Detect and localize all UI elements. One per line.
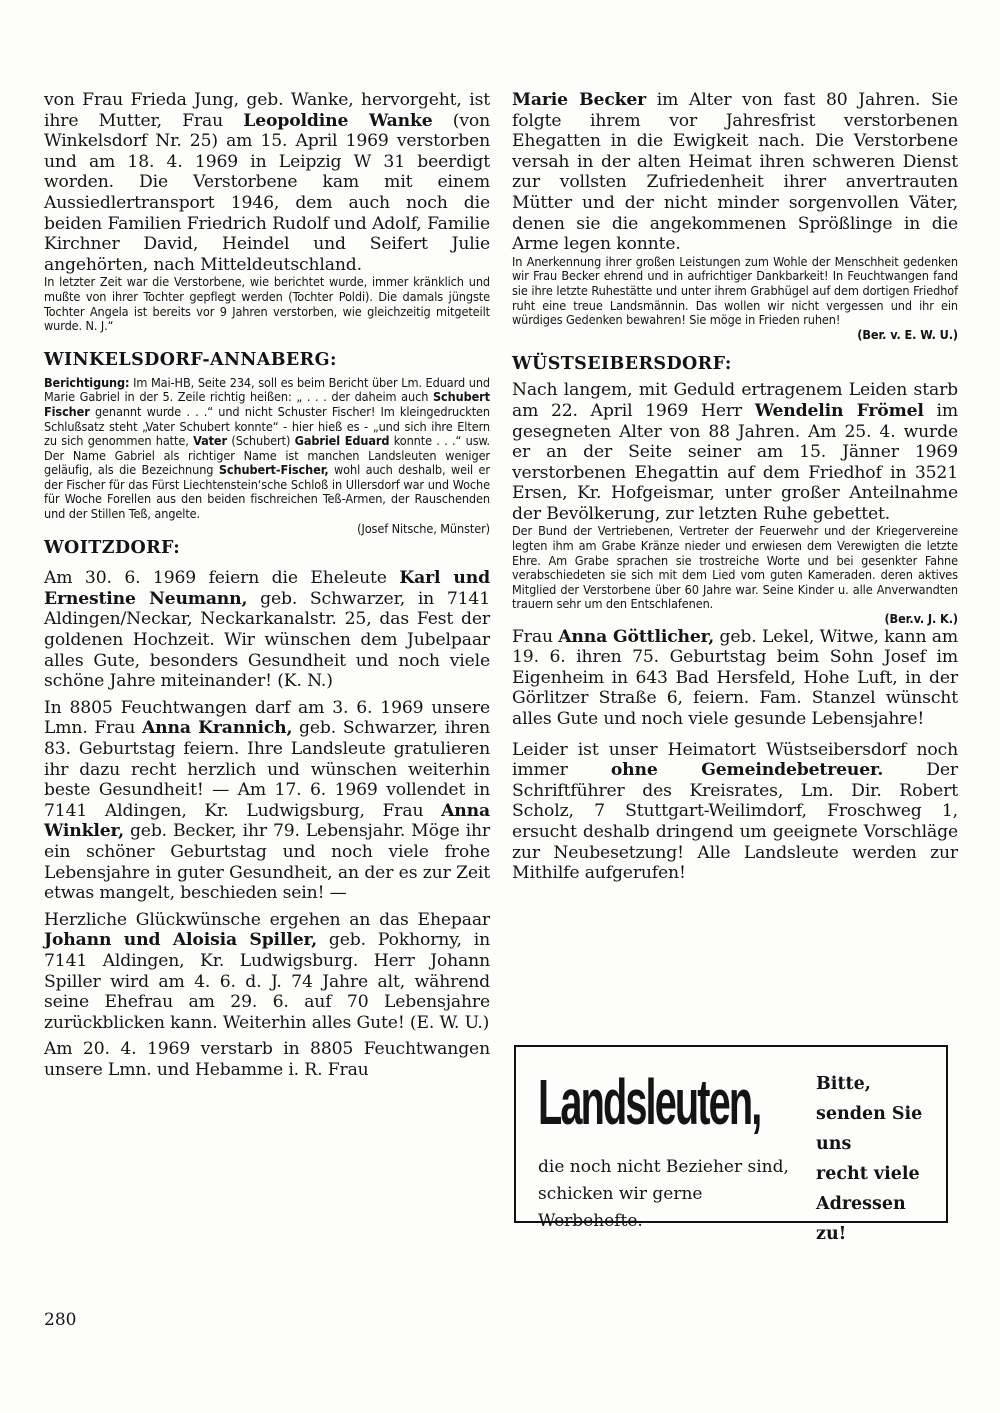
obituary-froemel-note <box>512 524 958 626</box>
person-name: Leopoldine Wanke <box>243 110 433 131</box>
person-name: Wendelin Frömel <box>754 400 924 421</box>
person-name: Karl und Ernestine Neumann, <box>44 568 490 609</box>
person-name: Johann und Aloisia Spiller, <box>44 930 317 951</box>
text: Im Mai-HB, Seite 234, soll es beim Bericht über Lm. Eduard und Marie Gabriel in der 5. Zeile richtig heißen: „ . . . der daheim auch <box>44 374 490 405</box>
text: von Frau Frieda Jung, geb. Wanke, hervorgeht, ist ihre Mutter, Frau <box>44 90 490 131</box>
author-signature: (Josef Nitsche, Münster) <box>357 520 490 536</box>
text: genannt wurde . . .“ und nicht Schuster Fischer! Im kleingedruckten Schlußsatz steht „Vater Schubert konnte“ - hier hieß es - „und sich ihre Eltern zu sich genommen hatte, <box>44 403 490 449</box>
person-name: Anna Göttlicher, <box>558 626 715 647</box>
section-heading-woitzdorf: WOITZDORF: <box>44 538 181 559</box>
advert-request-line: Bitte, <box>816 1074 871 1094</box>
text: In Anerkennung ihrer großen Leistungen zum Wohle der Menschheit gedenken wir Frau Becker ehrend und in aufrichtiger Dankbarkeit! In Feuchtwangen fand sie ihre letzte Ruhestätte und unter ihrem Grabhügel auf dem dortigen Friedhof ruht eine treue Landsmännin. Das wollen wir nicht vergessen und ihr ein würdiges Gedenken bewahren! Sie möge in Frieden ruhen! <box>512 253 958 328</box>
obituary-wanke-note: In letzter Zeit war die Verstorbene, wie berichtet wurde, immer kränklich und mußte von ihrer Tochter gepflegt werden (Tochter Poldi). Die damals jüngste Tochter Angela ist bereits vor 9 Jahren verstorben, wie gleichzeitig mitgeteilt wurde. N. J.“ <box>44 274 490 334</box>
text: konnte . . .“ usw. Der Name Gabriel als richtiger Name ist manchen Landsleuten weniger geläufig, als die Bezeichnung <box>44 433 491 478</box>
section-heading-winkelsdorf: WINKELSDORF-ANNABERG: <box>44 349 337 370</box>
obituary-wanke-paragraph <box>44 90 490 275</box>
text: Der Bund der Vertriebenen, Vertreter der Feuerwehr und der Kriegervereine legten ihm am Grabe Kränze nieder und erwiesen dem Verewigten die letzte Ehre. Am Grabe sprachen sie trostreiche Worte und bei gesenkter Fahne verabschiedeten sie sich mit dem Lied vom guten Kameraden. deren aktives Mitglied der Verstorbene über 60 Jahre war. Seine Kinder u. alle Anverwandten trauern sehr um den Entschlafenen. <box>512 523 958 612</box>
text: (von Winkelsdorf Nr. 25) am 15. April 1969 verstorben und am 18. 4. 1969 in Leipzig W 31 beerdigt worden. Die Verstorbene kam mit einem Aussiedlertransport 1946, dem auch noch die beiden Familien Friedrich Rudolf und Adolf, Familie Kirchner David, Heindel und Seifert Julie angehörten, nach Mitteldeutschland. <box>44 110 491 275</box>
anniversary-neumann <box>44 568 490 692</box>
birthday-krannich-winkler <box>44 698 490 904</box>
author-signature: (Ber. v. E. W. U.) <box>857 326 958 342</box>
section-heading-wuestseibersdorf: WÜSTSEIBERSDORF: <box>512 354 732 375</box>
advert-request-line: Adressen <box>816 1194 906 1214</box>
birthday-goettlicher <box>512 627 958 730</box>
left-column <box>44 90 490 1081</box>
right-column <box>512 90 958 884</box>
advert-box <box>514 1045 948 1244</box>
correction-label: Berichtigung: <box>44 374 130 390</box>
page-number: 280 <box>44 1310 77 1330</box>
correction-paragraph <box>44 376 490 537</box>
bold-text: Vater <box>193 433 228 449</box>
person-name: Anna Winkler, <box>44 800 490 842</box>
person-name: Anna Krannich, <box>141 718 293 739</box>
greetings-spiller <box>44 910 490 1034</box>
bold-text: Schubert-Fischer, <box>218 462 329 478</box>
advert-headline: Landsleuten, <box>538 1066 761 1138</box>
text: Leider ist unser Heimatort Wüstseibersdorf noch immer <box>512 739 958 781</box>
text: wohl auch deshalb, weil er der Fischer für das Fürst Liechtenstein‘sche Schloß in Ullersdorf war und Woche für Woche Forellen aus den beiden fischreichen Teß-Armen, der Rauschenden und der Stillen Teß, angelte. <box>44 462 490 522</box>
advert-request-line: uns <box>816 1134 852 1154</box>
advert-request <box>816 1069 941 1249</box>
text: Nach langem, mit Geduld ertragenem Leiden starb am 22. April 1969 Herr <box>512 380 958 421</box>
person-name: Marie Becker <box>512 90 647 110</box>
text: Am 30. 6. 1969 feiern die Eheleute <box>44 568 400 589</box>
advert-subtext: die noch nicht Bezieher sind, schicken wir gerne Werbehefte. <box>538 1157 789 1231</box>
bold-text: Schubert Fischer <box>44 389 490 419</box>
advert-request-line: senden Sie <box>816 1104 923 1124</box>
text: geb. Pokhorny, in 7141 Aldingen, Kr. Ludwigsburg. Herr Johann Spiller wird am 4. 6. d. J. 74 Jahre alt, während seine Ehefrau am 29. 6. auf 70 Lebensjahre zurückblicken kann. Weiterhin alles Gute! (E. W. U.) <box>44 930 491 1033</box>
text: im Alter von fast 80 Jahren. Sie folgte ihrem vor Jahresfrist verstorbenen Ehegatten in die Ewigkeit nach. Die Verstorbene versah in der alten Heimat ihren schweren Dienst zur vollsten Zufriedenheit ihrer anvertrauten Mütter und der nicht minder sorgenvollen Väter, denen sie die angekommenen Sprößlinge in die Arme legen konnte. <box>512 90 958 255</box>
text: im gesegneten Alter von 88 Jahren. Am 25. 4. wurde er an der Seite seiner am 15. Jänner 1969 verstorbenen Ehegattin auf dem Friedhof in 3521 Ersen, Kr. Hofgeismar, unter großer Anteilnahme der Bevölkerung, zur letzten Ruhe gebettet. <box>512 400 958 524</box>
obituary-becker-start: Am 20. 4. 1969 verstarb in 8805 Feuchtwangen unsere Lmn. und Hebamme i. R. Frau <box>44 1039 490 1080</box>
author-signature: (Ber.v. J. K.) <box>884 611 958 627</box>
text: geb. Schwarzer, ihren 83. Geburtstag feiern. Ihre Landsleute gratulieren ihr dazu recht herzlich und wünschen weiterhin beste Gesundheit! — Am 17. 6. 1969 vollendet in 7141 Aldingen, Kr. Ludwigsburg, Frau <box>44 718 490 821</box>
text: geb. Becker, ihr 79. Lebensjahr. Möge ihr ein schöner Geburtstag und noch viele frohe Lebensjahre in guter Gesundheit, an der es zur Zeit etwas mangelt, beschieden sein! — <box>44 821 490 904</box>
text: Frau <box>512 626 559 647</box>
obituary-froemel <box>512 380 958 524</box>
advert-request-line: recht viele <box>816 1164 920 1184</box>
text: (Schubert) <box>227 433 295 449</box>
advert-request-line: zu! <box>816 1224 847 1244</box>
text: Herzliche Glückwünsche ergehen an das Ehepaar <box>44 909 490 930</box>
text: geb. Schwarzer, in 7141 Aldingen/Neckar, Neckarkanalstr. 25, das Fest der goldenen Hochzeit. Wir wünschen dem Jubelpaar alles Gute, besonders Gesundheit und noch viele schöne Jahre miteinander! (K. N.) <box>44 588 490 692</box>
text: Der Schriftführer des Kreisrates, Lm. Dir. Robert Scholz, 7 Stuttgart-Weilimdorf, Froschweg 1, ersucht deshalb dringend um geeignete Vorschläge zur Neubesetzung! Alle Landsleute werden zur Mithilfe aufgerufen! <box>512 760 958 884</box>
obituary-becker-note <box>512 255 958 343</box>
bold-text: ohne Gemeindebetreuer. <box>610 760 884 781</box>
obituary-becker-continued <box>512 90 958 255</box>
text: In 8805 Feuchtwangen darf am 3. 6. 1969 unsere Lmn. Frau <box>44 697 490 739</box>
notice-no-community-caretaker <box>512 740 958 884</box>
text: geb. Lekel, Witwe, kann am 19. 6. ihren 75. Geburtstag beim Sohn Josef im Eigenheim in 643 Bad Hersfeld, Hohe Luft, in der Görlitzer Straße 6, feiern. Fam. Stanzel wünscht alles Gute und noch viele gesunde Lebensjahre! <box>512 626 959 729</box>
bold-text: Gabriel Eduard <box>294 433 390 449</box>
